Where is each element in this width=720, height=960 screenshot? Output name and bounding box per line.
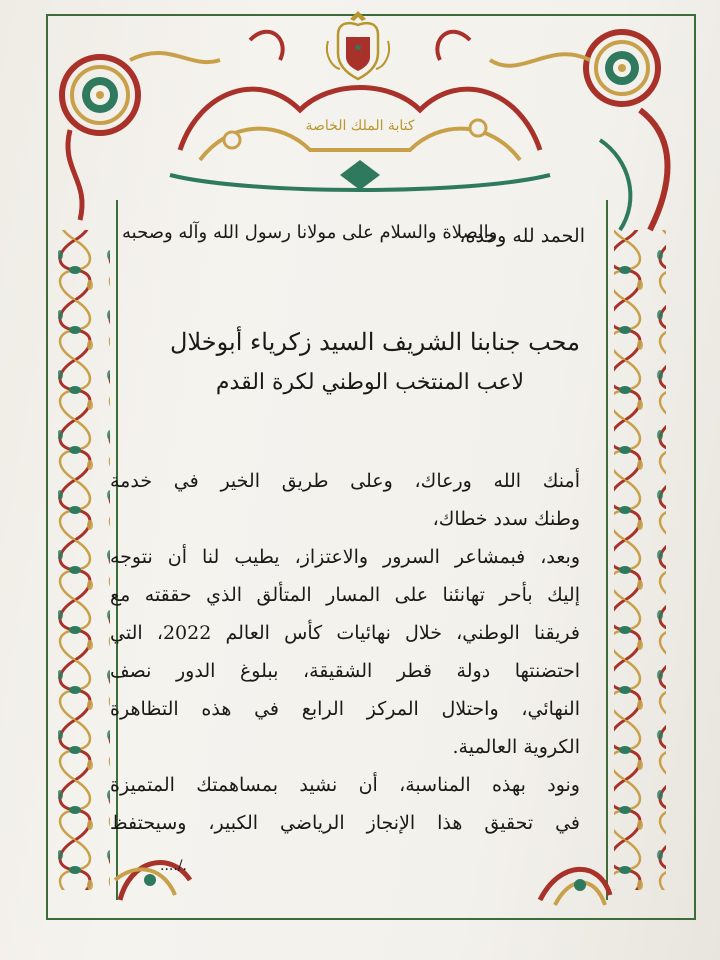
- body-line: وطنك سدد خطاك،: [432, 508, 580, 530]
- right-vine-band: [614, 230, 666, 890]
- body-line: أمنك الله ورعاك، وعلى طريق الخير في خدمة: [110, 470, 580, 492]
- body-line: في تحقيق هذا الإنجاز الرياضي الكبير، وسيحتفظ: [110, 812, 580, 834]
- header-banner: كتابة الملك الخاصة: [305, 118, 415, 134]
- body-line: فريقنا الوطني، خلال نهائيات كأس العالم 2022، التي: [110, 622, 580, 644]
- body-line: إليك بأحر تهانئنا على المسار المتألق الذي حققته مع: [110, 584, 580, 606]
- left-vine-band: [58, 230, 110, 890]
- letter-body: [110, 462, 580, 842]
- royal-coat-of-arms-icon: [318, 5, 398, 85]
- bottom-right-ornament: [540, 869, 610, 905]
- body-line: وبعد، فبمشاعر السرور والاعتزاز، يطيب لنا أن نتوجه: [110, 546, 580, 568]
- top-right-medallion: [490, 32, 668, 230]
- top-left-medallion: [62, 53, 220, 220]
- invocation-blessing: والصلاة والسلام على مولانا رسول الله وآله وصحبه: [122, 222, 498, 243]
- addressee-title: لاعب المنتخب الوطني لكرة القدم: [215, 370, 525, 395]
- body-line: الكروية العالمية.: [452, 736, 580, 758]
- addressee-name: محب جنابنا الشريف السيد زكرياء أبوخلال: [170, 328, 580, 356]
- continuation-mark: ..../.: [160, 858, 187, 874]
- body-line: ونود بهذه المناسبة، أن نشيد بمساهمتك المتميزة: [110, 774, 580, 796]
- invocation-praise: الحمد لله وحده،: [459, 225, 585, 247]
- body-line: النهائي، واحتلال المركز الرابع في هذه التظاهرة: [110, 698, 580, 720]
- body-line: احتضنتها دولة قطر الشقيقة، ببلوغ الدور نصف: [110, 660, 580, 682]
